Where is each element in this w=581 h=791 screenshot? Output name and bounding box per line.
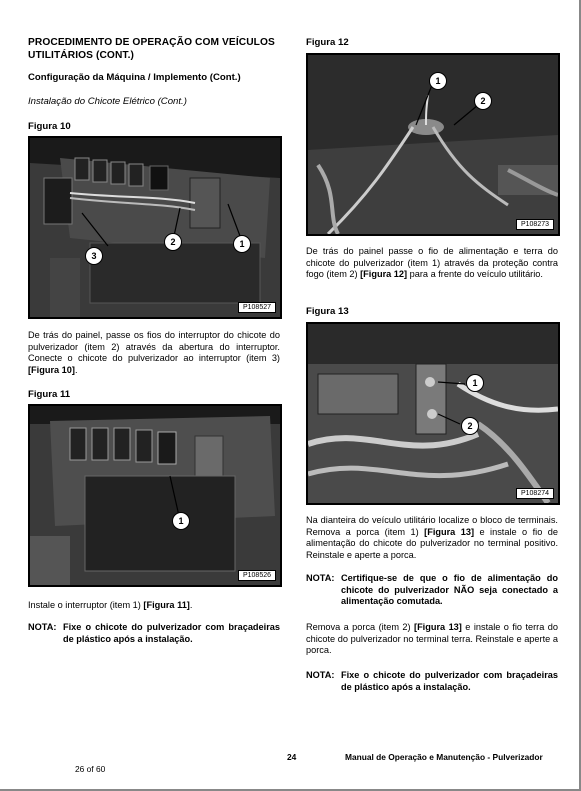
photo-code: P108527	[238, 302, 276, 313]
page-number: 24	[287, 752, 297, 762]
figure-reference: [Figura 10]	[28, 364, 75, 375]
section-subtitle: Configuração da Máquina / Implemento (Cont.)	[28, 72, 241, 83]
figure-11-photo	[28, 404, 282, 587]
callout-2: 2	[474, 92, 492, 110]
photo-code: P108526	[238, 570, 276, 581]
figure-reference: [Figura 11]	[143, 600, 190, 610]
figure-12-label: Figura 12	[306, 37, 349, 48]
figure-11-label: Figura 11	[28, 389, 71, 400]
callout-2: 2	[461, 417, 479, 435]
photo-code: P108273	[516, 219, 554, 230]
callout-1: 1	[233, 235, 251, 253]
figure-12-photo	[306, 53, 560, 236]
photo-code: P108274	[516, 488, 554, 499]
manual-title: Manual de Operação e Manutenção - Pulverizador	[345, 752, 543, 762]
callout-1: 1	[172, 512, 190, 530]
note-block	[28, 622, 280, 645]
paragraph-ground: Remova a porca (item 2) [Figura 13] e instale o fio terra do chicote do pulverizador no terminal terra. Reinstale e aperte a porca.	[306, 622, 558, 656]
figure-reference: [Figura 13]	[424, 526, 475, 537]
section-heading: Instalação do Chicote Elétrico (Cont.)	[28, 96, 187, 107]
note-text: Certifique-se de que o fio de alimentação do chicote do pulverizador NÃO seja conectado a alimentação comutada.	[341, 573, 558, 607]
paragraph-fig10: De trás do painel, passe os fios do interruptor do chicote do pulverizador (item 2) através da abertura do interruptor. Conecte o chicote do pulverizador ao interruptor (item 3) [Figura 10].	[28, 330, 280, 375]
callout-3: 3	[85, 247, 103, 265]
figure-reference: [Figura 12]	[360, 269, 408, 280]
note-block-2	[306, 670, 558, 693]
page-title: PROCEDIMENTO DE OPERAÇÃO COM VEÍCULOS UTILITÁRIOS (CONT.)	[28, 37, 275, 61]
figure-13-photo	[306, 322, 560, 505]
note-label: NOTA:	[306, 670, 335, 680]
callout-1: 1	[429, 72, 447, 90]
note-text: Fixe o chicote do pulverizador com braçadeiras de plástico após a instalação.	[341, 670, 558, 692]
paragraph-fig12: De trás do painel passe o fio de alimentação e terra do chicote do pulverizador (item 1) através da proteção contra fogo (item 2) [Figura 12] para a frente do veículo utilitário.	[306, 246, 558, 280]
pdf-page-counter: 26 of 60	[75, 764, 106, 774]
note-text: Fixe o chicote do pulverizador com braçadeiras de plástico após a instalação.	[63, 622, 280, 644]
note-label: NOTA:	[28, 622, 57, 632]
note-label: NOTA:	[306, 573, 335, 583]
callout-1: 1	[466, 374, 484, 392]
figure-10-photo	[28, 136, 282, 319]
paragraph-fig13: Na dianteira do veículo utilitário localize o bloco de terminais. Remova a porca (item 1) [Figura 13] e instale o fio de alimentação do chicote do pulverizador no terminal positivo. Reinstale e aperte a porca.	[306, 515, 558, 560]
paragraph-fig11: Instale o interruptor (item 1) [Figura 11].	[28, 600, 193, 610]
figure-10-label: Figura 10	[28, 121, 71, 132]
callout-2: 2	[164, 233, 182, 251]
figure-13-label: Figura 13	[306, 306, 349, 317]
figure-reference: [Figura 13]	[414, 622, 462, 632]
note-block-1	[306, 573, 558, 608]
